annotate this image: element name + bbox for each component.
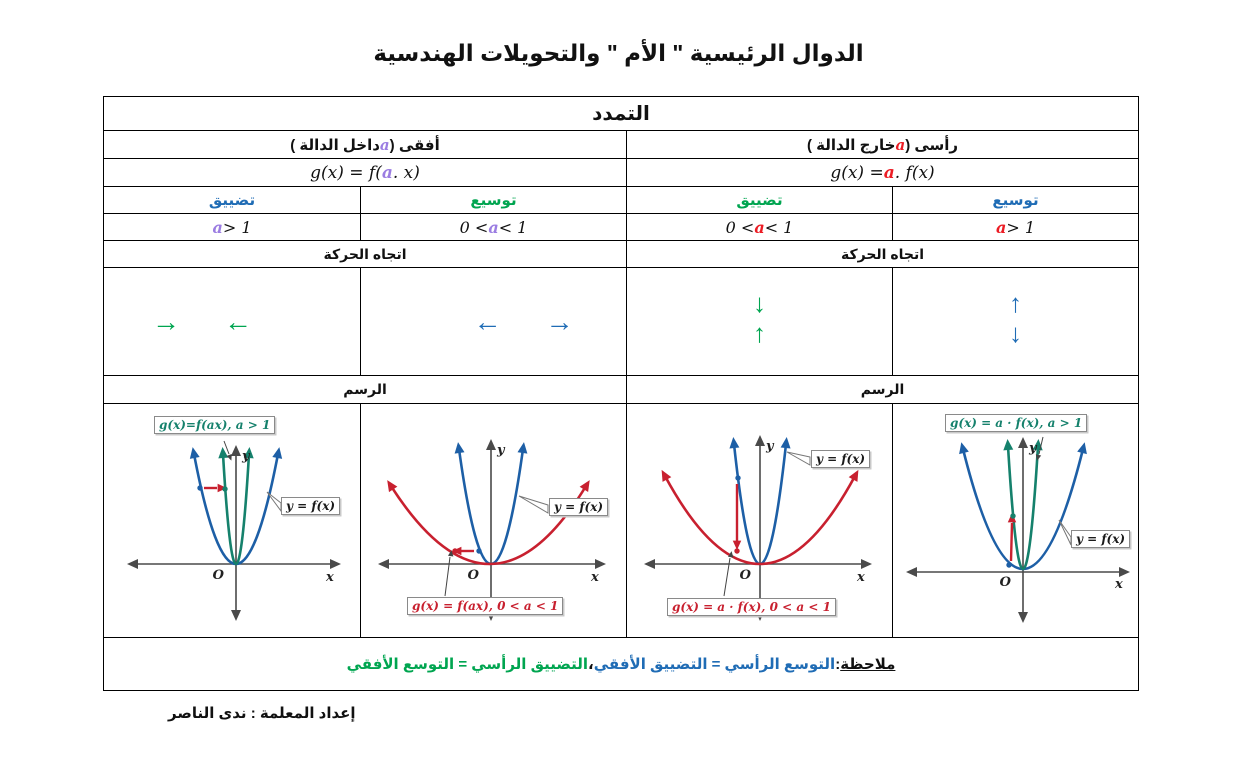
axis-arrowhead [127, 559, 138, 569]
y-axis-label: y [1029, 441, 1037, 456]
curve-arrowhead [517, 441, 528, 453]
up-arrow-icon: ↑ [1009, 287, 1022, 318]
condition-v-expand [893, 214, 1138, 240]
graph-v-compress [627, 404, 892, 637]
curve-arrowhead [1003, 439, 1014, 451]
axis-arrowhead [1119, 567, 1130, 577]
curve-arrowhead [580, 477, 594, 492]
note-colon: : [835, 655, 841, 673]
graph-h-compress [104, 404, 360, 637]
kind-label-v-expand: توسيع [893, 187, 1138, 213]
vertical-dilation-header [627, 131, 1138, 158]
vertical-formula [627, 159, 1138, 186]
origin-label: O [467, 568, 479, 583]
note-separator: ، [588, 656, 594, 673]
note-label: ملاحظة [840, 656, 896, 673]
horizontal-formula [104, 159, 626, 186]
axis-arrowhead [861, 559, 872, 569]
up-arrow-icon: ↑ [753, 317, 766, 348]
curve-arrowhead [453, 441, 464, 453]
a-variable: a [883, 162, 895, 183]
shift-arrow [1011, 523, 1012, 561]
formula-pre: g(x) = f( [310, 162, 382, 183]
a-variable: a [379, 135, 390, 154]
axis-arrowhead [378, 559, 389, 569]
point-on-parent [197, 485, 202, 490]
note-green-text: التضييق الرأسي = التوسع الأفقي [346, 656, 589, 673]
compress-vertical-arrows [753, 287, 766, 348]
teacher-credit: إعداد المعلمة : ندى الناصر [168, 705, 356, 722]
arrows-h-compress [104, 268, 360, 375]
formula-pre: g(x) = [830, 162, 884, 183]
horizontal-dilation-header [104, 131, 626, 158]
point-on-transformed [222, 486, 227, 491]
cond-pre: 0 < [725, 217, 755, 237]
f-function-label: y = f(x) [281, 497, 340, 515]
formula-post: . f(x) [894, 162, 935, 183]
curve-arrowhead [956, 441, 968, 454]
down-arrow-icon: ↓ [753, 287, 766, 318]
x-axis-label: x [857, 570, 865, 585]
a-variable: a [212, 217, 223, 237]
note-row [104, 638, 1138, 690]
x-axis-label: x [591, 570, 599, 585]
arrows-h-expand [361, 268, 626, 375]
page-title: الدوال الرئيسية " الأم " والتحويلات الهندسية [373, 40, 864, 66]
horizontal-header-post: داخل الدالة ) [290, 136, 380, 154]
cond-post: > 1 [222, 217, 252, 237]
axis-arrowhead [1018, 437, 1028, 448]
drawing-label-vertical: الرسم [627, 376, 1138, 403]
a-variable: a [895, 135, 906, 154]
g-function-label: g(x) = a · f(x), 0 < a < 1 [667, 598, 836, 616]
f-function-label: y = f(x) [811, 450, 870, 468]
origin-label: O [739, 568, 751, 583]
vertical-header-post: خارج الدالة ) [806, 136, 896, 154]
y-axis-label: y [497, 443, 505, 458]
graph-h-compress-plot [104, 404, 360, 637]
curve-arrowhead [383, 477, 397, 492]
expand-vertical-arrows [1009, 287, 1022, 348]
graph-v-expand [893, 404, 1138, 637]
label-pointer [445, 557, 450, 596]
right-arrow-icon: → [152, 305, 180, 337]
axis-arrowhead [1018, 612, 1028, 623]
direction-label-horizontal: اتجاه الحركة [104, 241, 626, 267]
axis-arrowhead [486, 439, 496, 450]
condition-h-compress [104, 214, 360, 240]
point-on-transformed [452, 548, 457, 553]
right-arrow-icon: → [545, 305, 574, 337]
origin-label: O [999, 575, 1011, 590]
a-variable: a [995, 217, 1007, 237]
point-on-parent [735, 475, 740, 480]
g-function-label: g(x)=f(ax), a > 1 [154, 416, 275, 434]
horizontal-header-pre: أفقى ( [389, 136, 440, 154]
axis-arrowhead [906, 567, 917, 577]
drawing-label-horizontal: الرسم [104, 376, 626, 403]
axis-arrowhead [644, 559, 655, 569]
g-function-label: g(x) = f(ax), 0 < a < 1 [407, 597, 563, 615]
a-variable: a [754, 217, 765, 237]
label-tail [519, 496, 548, 513]
kind-label-v-compress: تضييق [627, 187, 892, 213]
a-variable: a [488, 217, 499, 237]
curve-arrowhead [1077, 441, 1089, 454]
cond-post: < 1 [498, 217, 528, 237]
label-tail [1059, 520, 1071, 545]
point-on-parent [1006, 562, 1011, 567]
table-title: التمدد [104, 97, 1138, 130]
label-tail [267, 492, 281, 511]
g-function-label: g(x) = a · f(x), a > 1 [945, 414, 1087, 432]
label-tail [787, 452, 810, 465]
note-blue-text: التوسع الرأسي = التضييق الأفقي [593, 656, 836, 673]
curve-arrowhead [728, 437, 739, 449]
f-function-label: y = f(x) [1071, 530, 1130, 548]
axis-arrowhead [755, 435, 765, 446]
condition-h-expand [361, 214, 626, 240]
axis-arrowhead [330, 559, 341, 569]
compress-horizontal-arrows [152, 306, 252, 338]
expand-horizontal-arrows [474, 306, 574, 338]
point-on-transformed [734, 548, 739, 553]
left-arrow-icon: ← [224, 305, 252, 337]
curve-arrowhead [188, 446, 200, 459]
curve-arrowhead [781, 437, 792, 449]
direction-label-vertical: اتجاه الحركة [627, 241, 1138, 267]
a-variable: a [381, 162, 393, 183]
axis-arrowhead [595, 559, 606, 569]
point-on-parent [476, 548, 481, 553]
graph-h-expand [361, 404, 626, 637]
cond-post: > 1 [1006, 217, 1036, 237]
f-function-label: y = f(x) [549, 498, 608, 516]
kind-label-h-compress: تضييق [104, 187, 360, 213]
condition-v-compress [627, 214, 892, 240]
point-on-transformed [1010, 513, 1015, 518]
arrows-v-compress [627, 268, 892, 375]
curve-arrowhead [272, 446, 284, 459]
left-arrow-icon: ← [473, 305, 502, 337]
cond-post: < 1 [764, 217, 794, 237]
origin-label: O [212, 568, 224, 583]
curve-arrowhead [657, 467, 671, 481]
down-arrow-icon: ↓ [1009, 317, 1022, 348]
formula-post: . x) [392, 162, 420, 183]
y-axis-label: y [242, 449, 250, 464]
curve-arrowhead [849, 467, 863, 481]
transformations-table [103, 96, 1139, 691]
kind-label-h-expand: توسيع [361, 187, 626, 213]
x-axis-label: x [1115, 577, 1123, 592]
axis-arrowhead [231, 610, 241, 621]
arrows-v-expand [893, 268, 1138, 375]
axis-arrowhead [231, 445, 241, 456]
y-axis-label: y [766, 439, 774, 454]
graph-v-expand-plot [893, 404, 1138, 637]
cond-pre: 0 < [459, 217, 489, 237]
x-axis-label: x [326, 570, 334, 585]
vertical-header-pre: رأسى ( [905, 136, 959, 154]
